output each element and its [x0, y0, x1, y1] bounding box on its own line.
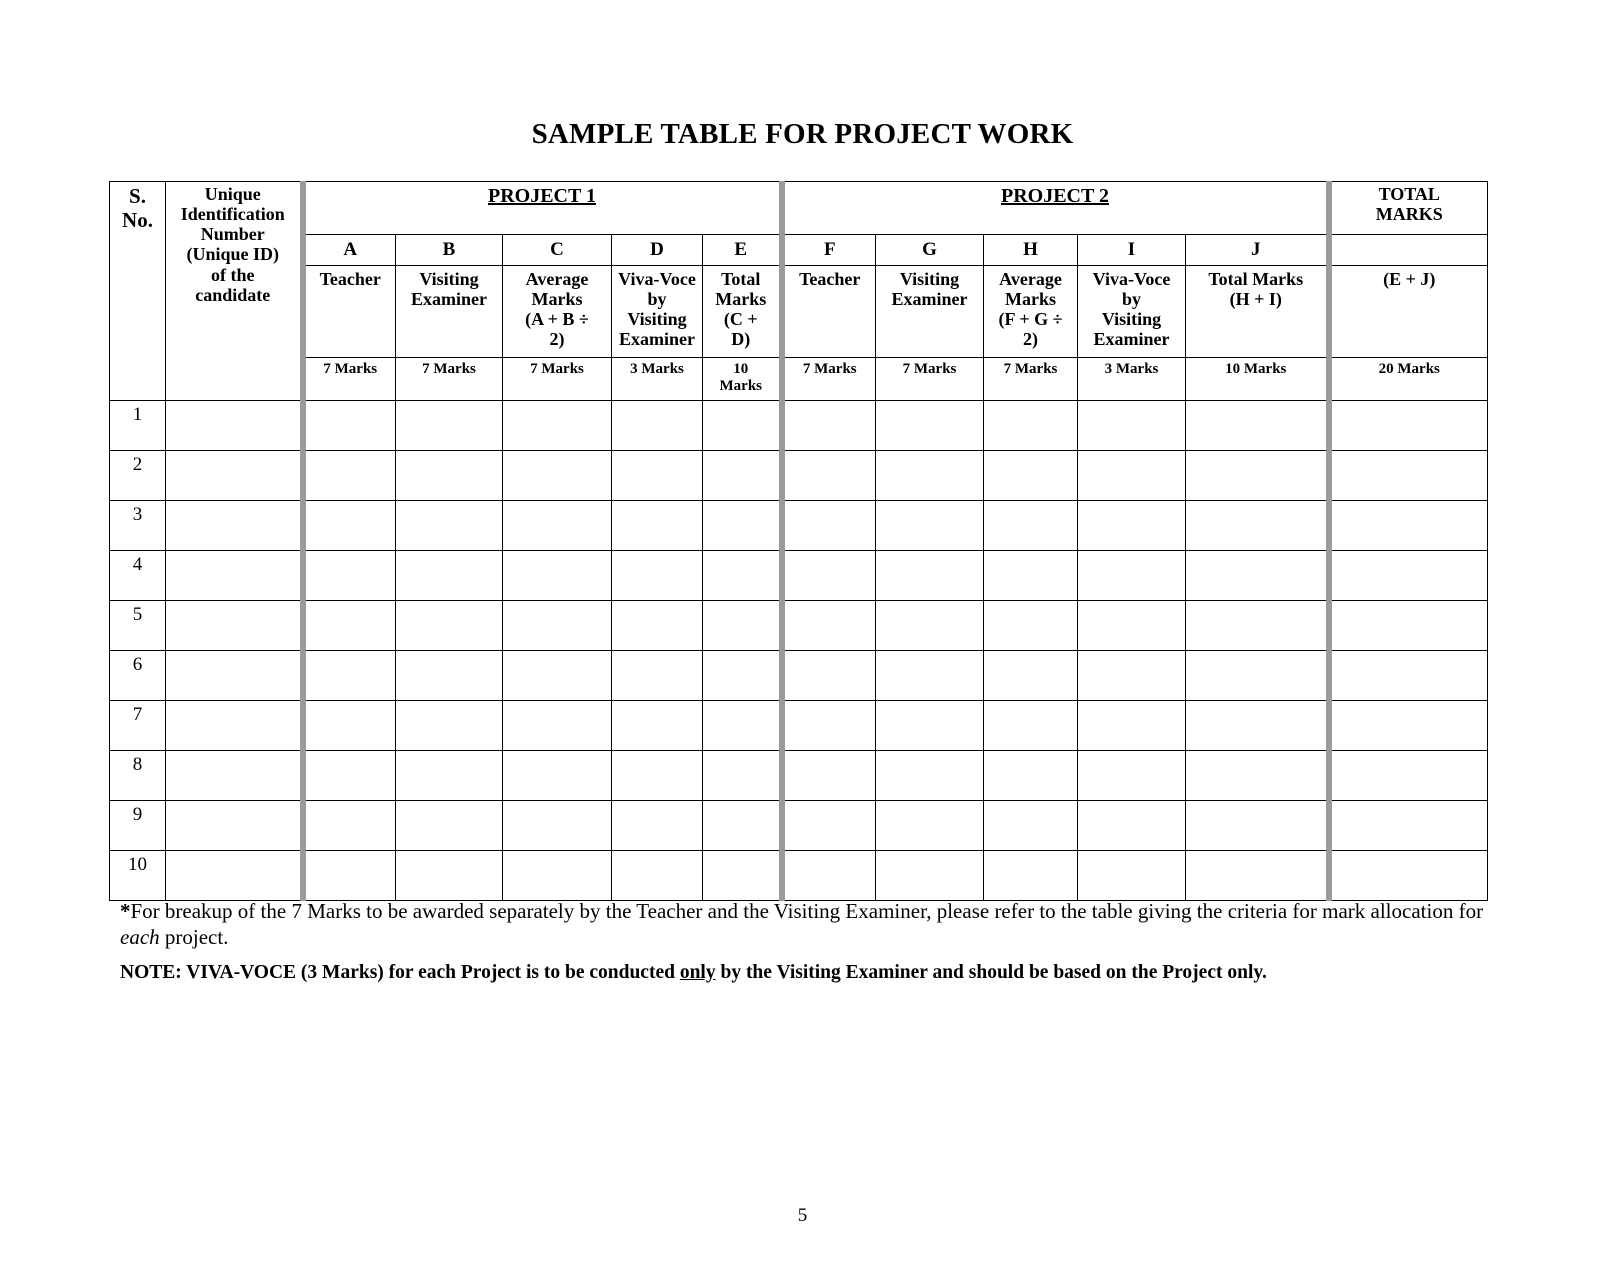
- mark-entry-cell[interactable]: [303, 701, 396, 751]
- column-max-marks: [1078, 358, 1186, 401]
- mark-entry-cell[interactable]: [396, 701, 503, 751]
- serial-number-cell: 4: [110, 551, 166, 601]
- mark-entry-cell[interactable]: [703, 601, 782, 651]
- column-max-marks: [703, 358, 782, 401]
- mark-entry-cell[interactable]: [303, 601, 396, 651]
- project1-header: [303, 182, 782, 235]
- mark-entry-cell[interactable]: [1329, 501, 1488, 551]
- mark-entry-cell[interactable]: [876, 851, 984, 901]
- mark-entry-cell[interactable]: [166, 451, 303, 501]
- footnote-text: For breakup of the 7 Marks to be awarded separately by the Teacher and the Visiting Examiner, please refer to the table giving the criteria for mark allocation for: [130, 899, 1484, 923]
- mark-entry-cell[interactable]: [1078, 501, 1186, 551]
- header-line: Viva-Voce: [618, 269, 696, 289]
- header-line: Teacher: [799, 269, 861, 289]
- mark-entry-cell[interactable]: [703, 551, 782, 601]
- header-line: Marks: [715, 289, 767, 310]
- header-line: 7 Marks: [422, 361, 476, 377]
- mark-entry-cell[interactable]: [876, 751, 984, 801]
- mark-entry-cell[interactable]: [396, 601, 503, 651]
- serial-number-cell: 8: [110, 751, 166, 801]
- header-line: Viva-Voce: [1092, 269, 1171, 289]
- mark-entry-cell[interactable]: [503, 851, 612, 901]
- mark-entry-cell[interactable]: [876, 551, 984, 601]
- header-line: of the: [211, 264, 255, 285]
- mark-entry-cell[interactable]: [1186, 801, 1329, 851]
- header-line: Examiner: [411, 289, 487, 310]
- mark-entry-cell[interactable]: [396, 651, 503, 701]
- mark-entry-cell[interactable]: [396, 551, 503, 601]
- serial-number-cell: 6: [110, 651, 166, 701]
- header-line: 3 Marks: [1104, 361, 1159, 377]
- mark-entry-cell[interactable]: [503, 701, 612, 751]
- column-max-marks: [396, 358, 503, 401]
- table-row: [110, 551, 1488, 601]
- header-line: (H + I): [1229, 289, 1282, 310]
- mark-entry-cell[interactable]: [782, 501, 876, 551]
- header-line: 3 Marks: [630, 361, 684, 377]
- mark-entry-cell[interactable]: [612, 501, 703, 551]
- mark-entry-cell[interactable]: [612, 601, 703, 651]
- mark-entry-cell[interactable]: [782, 451, 876, 501]
- mark-entry-cell[interactable]: [1078, 801, 1186, 851]
- header-line: Marks: [1005, 289, 1056, 310]
- header-line: Visiting: [627, 309, 687, 330]
- column-letter: H: [984, 235, 1078, 266]
- mark-entry-cell[interactable]: [1078, 601, 1186, 651]
- header-line: (F + G ÷: [998, 309, 1063, 330]
- table-row: [110, 851, 1488, 901]
- mark-entry-cell[interactable]: [612, 801, 703, 851]
- header-line: Teacher: [319, 269, 381, 289]
- column-letter: D: [612, 235, 703, 266]
- header-line: S.: [129, 184, 146, 208]
- footnote-star: *: [120, 899, 131, 923]
- header-line: TOTAL: [1378, 184, 1440, 204]
- column-max-marks: [612, 358, 703, 401]
- header-line: Total Marks: [1208, 269, 1304, 289]
- mark-entry-cell[interactable]: [303, 851, 396, 901]
- header-line: 7 Marks: [1003, 361, 1058, 377]
- column-description: [703, 266, 782, 358]
- mark-entry-cell[interactable]: [166, 851, 303, 901]
- header-line: 2): [549, 329, 565, 350]
- table-row: [110, 501, 1488, 551]
- mark-entry-cell[interactable]: [303, 751, 396, 801]
- mark-entry-cell[interactable]: [166, 651, 303, 701]
- mark-entry-cell[interactable]: [503, 651, 612, 701]
- column-description: [1186, 266, 1329, 358]
- column-letter: E: [703, 235, 782, 266]
- header-line: Visiting: [419, 269, 479, 289]
- mark-entry-cell[interactable]: [782, 801, 876, 851]
- header-line: 7 Marks: [902, 361, 957, 377]
- header-line: Total: [721, 269, 761, 289]
- header-line: 20 Marks: [1378, 361, 1440, 377]
- header-line: (C +: [723, 309, 758, 330]
- header-line: Examiner: [1093, 329, 1170, 350]
- mark-entry-cell[interactable]: [984, 401, 1078, 451]
- table-row: [110, 801, 1488, 851]
- mark-entry-cell[interactable]: [1186, 851, 1329, 901]
- header-line: Unique: [204, 184, 261, 204]
- note-text: NOTE: VIVA-VOCE (3 Marks) for each Project is to be conducted: [120, 962, 680, 983]
- mark-entry-cell[interactable]: [166, 551, 303, 601]
- mark-entry-cell[interactable]: [396, 751, 503, 801]
- header-line: Number: [200, 224, 265, 245]
- mark-entry-cell[interactable]: [1078, 551, 1186, 601]
- mark-entry-cell[interactable]: [984, 851, 1078, 901]
- project2-label: PROJECT 2: [1001, 185, 1109, 207]
- header-line: (Unique ID): [186, 244, 279, 265]
- table-row: [110, 651, 1488, 701]
- mark-entry-cell[interactable]: [1186, 601, 1329, 651]
- mark-entry-cell[interactable]: [876, 451, 984, 501]
- mark-entry-cell[interactable]: [1329, 651, 1488, 701]
- unique-id-header: [166, 182, 303, 401]
- column-description: [876, 266, 984, 358]
- total-marks-header: [1329, 182, 1488, 235]
- column-max-marks: [1186, 358, 1329, 401]
- mark-entry-cell[interactable]: [303, 451, 396, 501]
- mark-entry-cell[interactable]: [503, 401, 612, 451]
- mark-entry-cell[interactable]: [1329, 701, 1488, 751]
- mark-entry-cell[interactable]: [876, 651, 984, 701]
- mark-entry-cell[interactable]: [612, 451, 703, 501]
- mark-entry-cell[interactable]: [984, 501, 1078, 551]
- mark-entry-cell[interactable]: [984, 451, 1078, 501]
- mark-entry-cell[interactable]: [703, 401, 782, 451]
- header-line: Examiner: [619, 329, 695, 350]
- mark-entry-cell[interactable]: [396, 401, 503, 451]
- column-letter: I: [1078, 235, 1186, 266]
- mark-entry-cell[interactable]: [1329, 551, 1488, 601]
- mark-entry-cell[interactable]: [703, 751, 782, 801]
- footnote-emphasis: each: [120, 925, 160, 950]
- column-letter: C: [503, 235, 612, 266]
- mark-entry-cell[interactable]: [1329, 401, 1488, 451]
- column-letter: A: [303, 235, 396, 266]
- mark-entry-cell[interactable]: [1186, 751, 1329, 801]
- mark-entry-cell[interactable]: [1078, 651, 1186, 701]
- mark-entry-cell[interactable]: [612, 401, 703, 451]
- mark-entry-cell[interactable]: [503, 751, 612, 801]
- mark-entry-cell[interactable]: [782, 551, 876, 601]
- column-letter: G: [876, 235, 984, 266]
- column-letter: B: [396, 235, 503, 266]
- mark-entry-cell[interactable]: [1329, 751, 1488, 801]
- serial-number-cell: 5: [110, 601, 166, 651]
- mark-entry-cell[interactable]: [782, 751, 876, 801]
- mark-entry-cell[interactable]: [1186, 551, 1329, 601]
- header-line: 7 Marks: [323, 361, 378, 377]
- mark-entry-cell[interactable]: [703, 451, 782, 501]
- mark-entry-cell[interactable]: [1186, 451, 1329, 501]
- mark-entry-cell[interactable]: [876, 601, 984, 651]
- mark-entry-cell[interactable]: [782, 701, 876, 751]
- header-line: Examiner: [891, 289, 968, 310]
- mark-entry-cell[interactable]: [396, 851, 503, 901]
- mark-entry-cell[interactable]: [303, 401, 396, 451]
- serial-number-cell: 2: [110, 451, 166, 501]
- mark-entry-cell[interactable]: [396, 501, 503, 551]
- mark-entry-cell[interactable]: [1186, 651, 1329, 701]
- mark-entry-cell[interactable]: [1186, 401, 1329, 451]
- mark-entry-cell[interactable]: [876, 501, 984, 551]
- header-line: 2): [1023, 329, 1038, 350]
- mark-entry-cell[interactable]: [612, 701, 703, 751]
- column-description: [396, 266, 503, 358]
- page-number: 5: [797, 1205, 808, 1226]
- serial-number-cell: 7: [110, 701, 166, 751]
- mark-entry-cell[interactable]: [876, 701, 984, 751]
- mark-entry-cell[interactable]: [703, 801, 782, 851]
- mark-entry-cell[interactable]: [166, 401, 303, 451]
- header-line: MARKS: [1375, 204, 1443, 225]
- mark-entry-cell[interactable]: [703, 701, 782, 751]
- footnote: [120, 898, 1490, 951]
- mark-entry-cell[interactable]: [1078, 701, 1186, 751]
- table-row: [110, 751, 1488, 801]
- mark-entry-cell[interactable]: [984, 551, 1078, 601]
- mark-entry-cell[interactable]: [703, 501, 782, 551]
- serial-number-cell: 1: [110, 401, 166, 451]
- mark-entry-cell[interactable]: [503, 501, 612, 551]
- mark-entry-cell[interactable]: [166, 751, 303, 801]
- header-line: Identification: [180, 204, 285, 225]
- column-max-marks: [303, 358, 396, 401]
- column-letter: J: [1186, 235, 1329, 266]
- mark-entry-cell[interactable]: [612, 751, 703, 801]
- mark-entry-cell[interactable]: [1329, 851, 1488, 901]
- mark-entry-cell[interactable]: [1186, 701, 1329, 751]
- note-underlined: only: [679, 962, 716, 983]
- mark-entry-cell[interactable]: [612, 851, 703, 901]
- mark-entry-cell[interactable]: [1186, 501, 1329, 551]
- column-letter: F: [782, 235, 876, 266]
- mark-entry-cell[interactable]: [396, 801, 503, 851]
- note: [120, 962, 1500, 984]
- mark-entry-cell[interactable]: [303, 651, 396, 701]
- header-line: 10: [733, 361, 749, 377]
- header-line: Marks: [719, 377, 762, 394]
- mark-entry-cell[interactable]: [782, 401, 876, 451]
- table-row: [110, 451, 1488, 501]
- mark-entry-cell[interactable]: [1329, 601, 1488, 651]
- header-line: Visiting: [899, 269, 960, 289]
- mark-entry-cell[interactable]: [984, 651, 1078, 701]
- mark-entry-cell[interactable]: [503, 801, 612, 851]
- mark-entry-cell[interactable]: [984, 751, 1078, 801]
- column-description: [612, 266, 703, 358]
- mark-entry-cell[interactable]: [612, 551, 703, 601]
- header-line: Average: [999, 269, 1062, 289]
- mark-entry-cell[interactable]: [612, 651, 703, 701]
- mark-entry-cell[interactable]: [703, 851, 782, 901]
- mark-entry-cell[interactable]: [703, 651, 782, 701]
- mark-entry-cell[interactable]: [1078, 451, 1186, 501]
- column-description: [1078, 266, 1186, 358]
- column-max-marks: [503, 358, 612, 401]
- column-description: [984, 266, 1078, 358]
- mark-entry-cell[interactable]: [166, 801, 303, 851]
- mark-entry-cell[interactable]: [1078, 751, 1186, 801]
- header-line: by: [647, 289, 667, 310]
- mark-entry-cell[interactable]: [876, 801, 984, 851]
- column-description: [782, 266, 876, 358]
- project2-header: [782, 182, 1329, 235]
- header-line: candidate: [195, 284, 271, 305]
- mark-entry-cell[interactable]: [503, 451, 612, 501]
- header-line: Marks: [531, 289, 583, 310]
- serial-number-cell: 3: [110, 501, 166, 551]
- header-line: No.: [122, 207, 153, 232]
- header-line: D): [731, 329, 751, 350]
- table-row: [110, 701, 1488, 751]
- serial-number-cell: 9: [110, 801, 166, 851]
- column-max-marks: [782, 358, 876, 401]
- header-line: 7 Marks: [802, 361, 857, 377]
- mark-entry-cell[interactable]: [984, 801, 1078, 851]
- mark-entry-cell[interactable]: [166, 501, 303, 551]
- mark-entry-cell[interactable]: [303, 801, 396, 851]
- column-description: [1329, 266, 1488, 358]
- mark-entry-cell[interactable]: [1078, 401, 1186, 451]
- page-title: SAMPLE TABLE FOR PROJECT WORK: [531, 118, 1074, 150]
- mark-entry-cell[interactable]: [984, 701, 1078, 751]
- mark-entry-cell[interactable]: [1078, 851, 1186, 901]
- header-line: by: [1121, 289, 1141, 310]
- column-description: [503, 266, 612, 358]
- mark-entry-cell[interactable]: [782, 851, 876, 901]
- header-line: Visiting: [1101, 309, 1162, 330]
- mark-entry-cell[interactable]: [1329, 801, 1488, 851]
- table-row: [110, 401, 1488, 451]
- mark-entry-cell[interactable]: [984, 601, 1078, 651]
- header-line: (E + J): [1383, 269, 1436, 289]
- project1-label: PROJECT 1: [488, 185, 596, 207]
- column-max-marks: [876, 358, 984, 401]
- mark-entry-cell[interactable]: [303, 551, 396, 601]
- sno-header: [110, 182, 166, 401]
- mark-entry-cell[interactable]: [166, 701, 303, 751]
- mark-entry-cell[interactable]: [166, 601, 303, 651]
- header-line: (A + B ÷: [525, 309, 589, 330]
- column-letter: [1329, 235, 1488, 266]
- note-text-end: by the Visiting Examiner and should be based on the Project only.: [715, 962, 1267, 983]
- header-line: 7 Marks: [530, 361, 584, 377]
- column-max-marks: [984, 358, 1078, 401]
- header-line: 10 Marks: [1225, 361, 1287, 377]
- mark-entry-cell[interactable]: [1329, 451, 1488, 501]
- mark-entry-cell[interactable]: [876, 401, 984, 451]
- column-max-marks: [1329, 358, 1488, 401]
- column-description: [303, 266, 396, 358]
- mark-entry-cell[interactable]: [503, 601, 612, 651]
- mark-entry-cell[interactable]: [782, 601, 876, 651]
- mark-entry-cell[interactable]: [503, 551, 612, 601]
- footnote-text-end: project.: [159, 925, 229, 950]
- mark-entry-cell[interactable]: [782, 651, 876, 701]
- mark-entry-cell[interactable]: [303, 501, 396, 551]
- table-row: [110, 601, 1488, 651]
- mark-entry-cell[interactable]: [396, 451, 503, 501]
- header-line: Average: [525, 269, 589, 289]
- serial-number-cell: 10: [110, 851, 166, 901]
- project-marks-table: [109, 181, 1488, 901]
